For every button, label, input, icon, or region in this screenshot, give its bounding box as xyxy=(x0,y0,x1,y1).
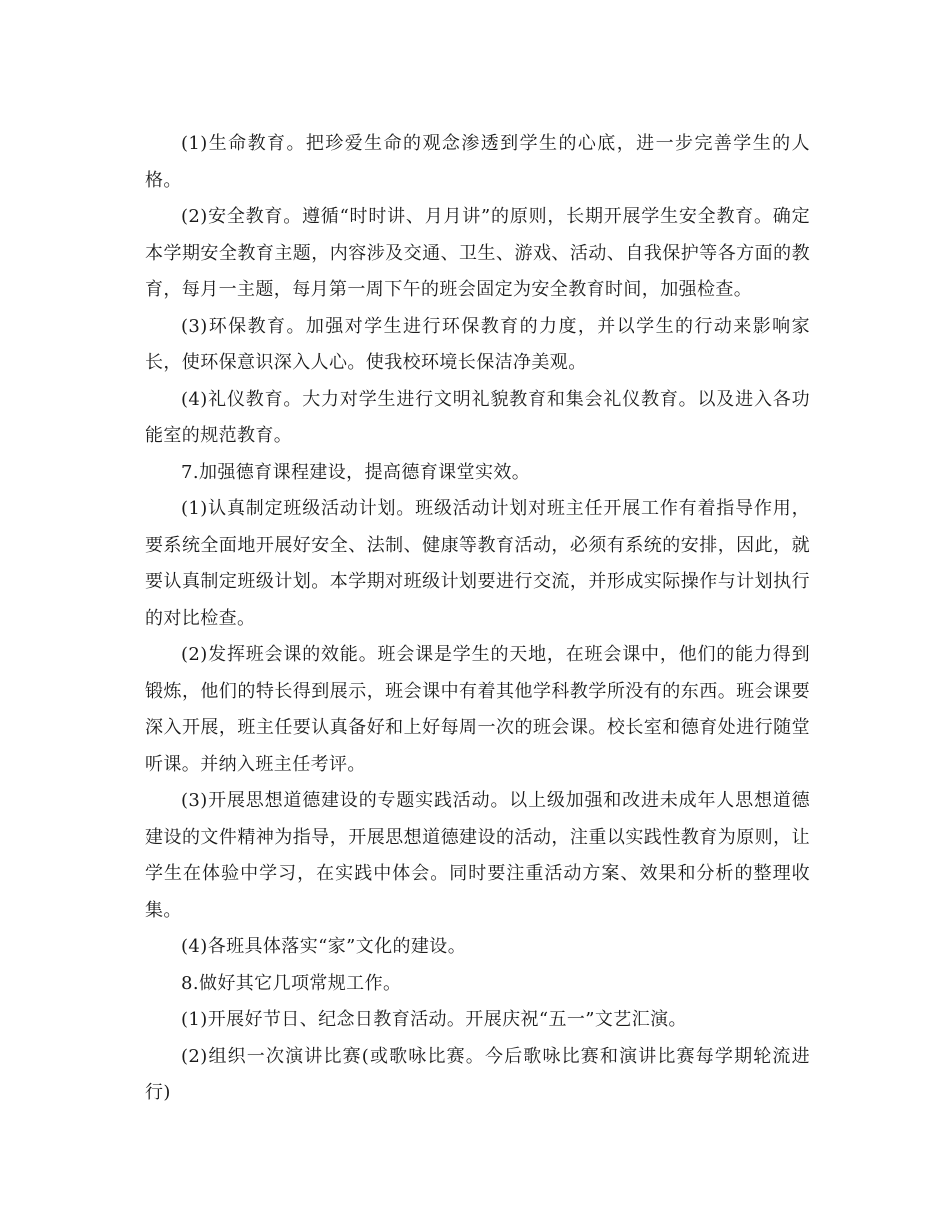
document-body xyxy=(145,126,810,1112)
paragraph-environment-education: (3)环保教育。加强对学生进行环保教育的力度，并以学生的行动来影响家长，使环保意识深入人心。使我校环境长保洁净美观。 xyxy=(145,315,810,373)
paragraph-speech-contest: (2)组织一次演讲比赛(或歌咏比赛。今后歌咏比赛和演讲比赛每学期轮流进行) xyxy=(145,1045,810,1103)
paragraph-class-meeting: (2)发挥班会课的效能。班会课是学生的天地，在班会课中，他们的能力得到锻炼，他们的特长得到展示，班会课中有着其他学科教学所没有的东西。班会课要深入开展，班主任要认真备好和上好每周一次的班会课。校长室和德育处进行随堂听课。并纳入班主任考评。 xyxy=(145,644,810,775)
paragraph-moral-practice: (3)开展思想道德建设的专题实践活动。以上级加强和改进未成年人思想道德建设的文件精神为指导，开展思想道德建设的活动，注重以实践性教育为原则，让学生在体验中学习，在实践中体会。同时要注重活动方案、效果和分析的整理收集。 xyxy=(145,790,810,921)
paragraph-festival-activities: (1)开展好节日、纪念日教育活动。开展庆祝“五一”文艺汇演。 xyxy=(181,1009,687,1030)
paragraph-etiquette-education: (4)礼仪教育。大力对学生进行文明礼貌教育和集会礼仪教育。以及进入各功能室的规范教育。 xyxy=(145,388,810,446)
paragraph-home-culture: (4)各班具体落实“家”文化的建设。 xyxy=(181,936,467,957)
paragraph-class-activity-plan: (1)认真制定班级活动计划。班级活动计划对班主任开展工作有着指导作用，要系统全面地开展好安全、法制、健康等教育活动，必须有系统的安排，因此，就要认真制定班级计划。本学期对班级计划要进行交流，并形成实际操作与计划执行的对比检查。 xyxy=(145,498,810,629)
section-heading-8: 8.做好其它几项常规工作。 xyxy=(181,972,402,994)
paragraph-safety-education: (2)安全教育。遵循“时时讲、月月讲”的原则，长期开展学生安全教育。确定本学期安全教育主题，内容涉及交通、卫生、游戏、活动、自我保护等各方面的教育，每月一主题，每月第一周下午的班会固定为安全教育时间，加强检查。 xyxy=(145,206,810,300)
paragraph-life-education: (1)生命教育。把珍爱生命的观念渗透到学生的心底，进一步完善学生的人格。 xyxy=(145,133,810,191)
section-heading-7: 7.加强德育课程建设，提高德育课堂实效。 xyxy=(181,461,531,483)
